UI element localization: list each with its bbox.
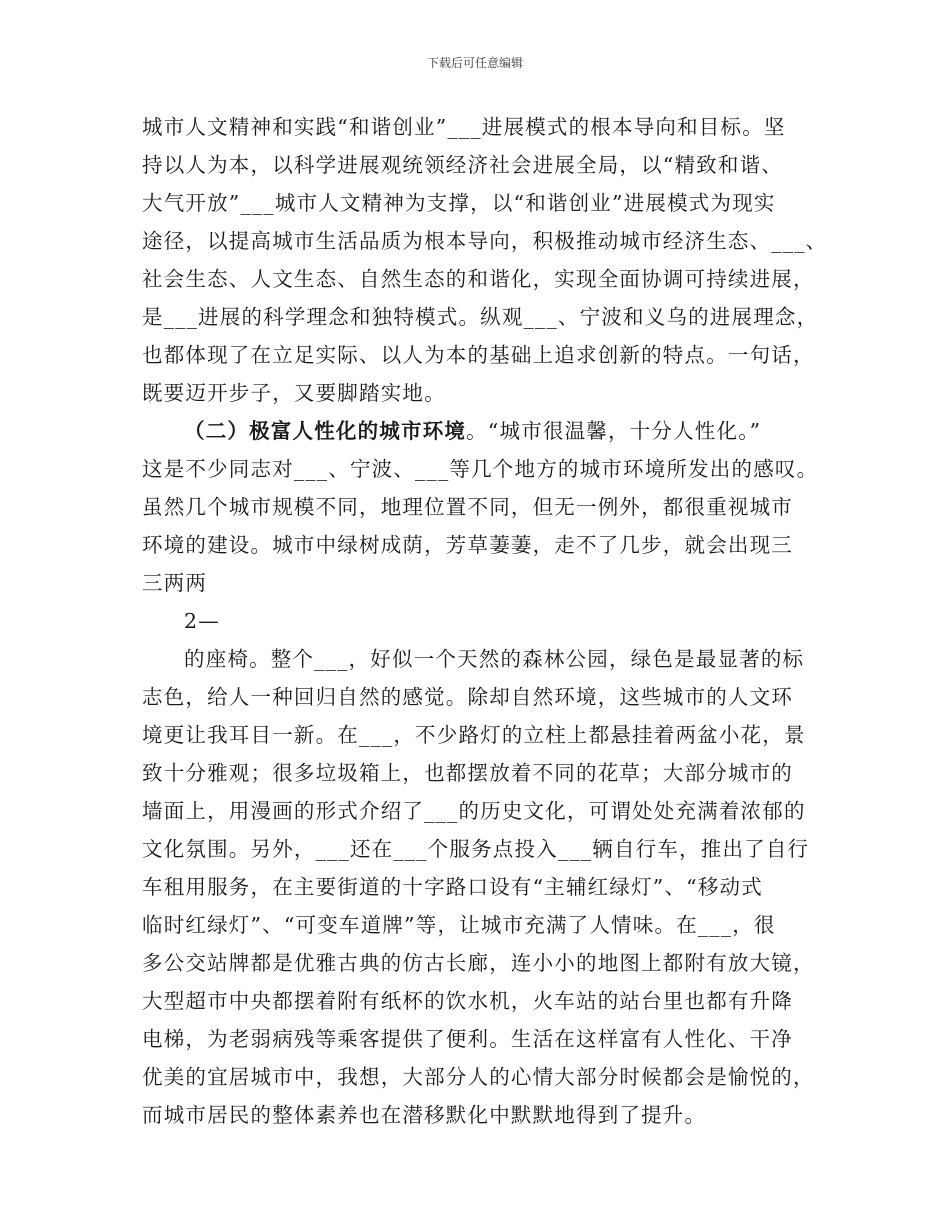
paragraph-2: [142, 412, 819, 602]
text-line: 志色，给人一种回归自然的感觉。除却自然环境，这些城市的人文环: [142, 685, 793, 709]
text-line: 三两两: [142, 571, 208, 595]
paragraph-1: [142, 108, 828, 412]
text-line: 车租用服务，在主要街道的十字路口设有“主辅红绿灯”、“移动式: [142, 875, 763, 899]
document-body: [142, 108, 828, 1134]
text-line: 既要迈开步子，又要脚踏实地。: [142, 381, 446, 405]
text-line: 多公交站牌都是优雅古典的仿古长廊，连小小的地图上都附有放大镜，: [142, 951, 815, 975]
text-line: 境更让我耳目一新。在___，不少路灯的立柱上都悬挂着两盆小花，景: [142, 723, 806, 747]
page-header: 下载后可任意编辑: [426, 56, 523, 70]
text-line: 临时红绿灯”、“可变车道牌”等，让城市充满了人情味。在___，很: [142, 913, 776, 937]
text-line: 这是不少同志对___、宁波、___等几个地方的城市环境所发出的感叹。: [142, 457, 819, 481]
text-line: 大型超市中央都摆着附有纸杯的饮水机，火车站的站台里也都有升降: [142, 989, 793, 1013]
text-line: 优美的宜居城市中，我想，大部分人的心情大部分时候都会是愉悦的，: [142, 1065, 815, 1089]
text-line: 电梯，为老弱病残等乘客提供了便利。生活在这样富有人性化、干净: [142, 1027, 793, 1051]
text-line: 文化氛围。另外，___还在___个服务点投入___辆自行车，推出了自行: [142, 837, 810, 861]
text-line: 城市人文精神和实践“和谐创业”___进展模式的根本导向和目标。坚: [142, 115, 786, 139]
paragraph-3: [142, 640, 815, 1134]
text-line: 是___进展的科学理念和独特模式。纵观___、宁波和义乌的进展理念，: [142, 305, 819, 329]
text-line: 虽然几个城市规模不同，地理位置不同，但无一例外，都很重视城市: [142, 495, 793, 519]
text-line: 墙面上，用漫画的形式介绍了___的历史文化，可谓处处充满着浓郁的: [142, 799, 806, 823]
page-marker: 2—: [184, 609, 220, 633]
text-line: [142, 412, 810, 450]
text-line: 而城市居民的整体素养也在潜移默化中默默地得到了提升。: [142, 1103, 707, 1127]
heading-continuation: 。“城市很温馨，十分人性化。”: [466, 419, 762, 443]
text-line: 社会生态、人文生态、自然生态的和谐化，实现全面协调可持续进展，: [142, 267, 815, 291]
text-line: 的座椅。整个___，好似一个天然的森林公园，绿色是最显著的标: [184, 647, 805, 671]
text-line: 大气开放”___城市人文精神为支撑，以“和谐创业”进展模式为现实: [142, 191, 776, 215]
text-line: 途径，以提高城市生活品质为根本导向，积极推动城市经济生态、___、: [142, 229, 828, 253]
text-line: 持以人为本，以科学进展观统领经济社会进展全局，以“精致和谐、: [142, 153, 783, 177]
text-line: 也都体现了在立足实际、以人为本的基础上追求创新的特点。一句话，: [142, 343, 815, 367]
text-line: 环境的建设。城市中绿树成荫，芳草萋萋，走不了几步，就会出现三: [142, 533, 793, 557]
text-line: 致十分雅观；很多垃圾箱上，也都摆放着不同的花草；大部分城市的: [142, 761, 793, 785]
section-heading: （二）极富人性化的城市环境: [184, 419, 467, 443]
